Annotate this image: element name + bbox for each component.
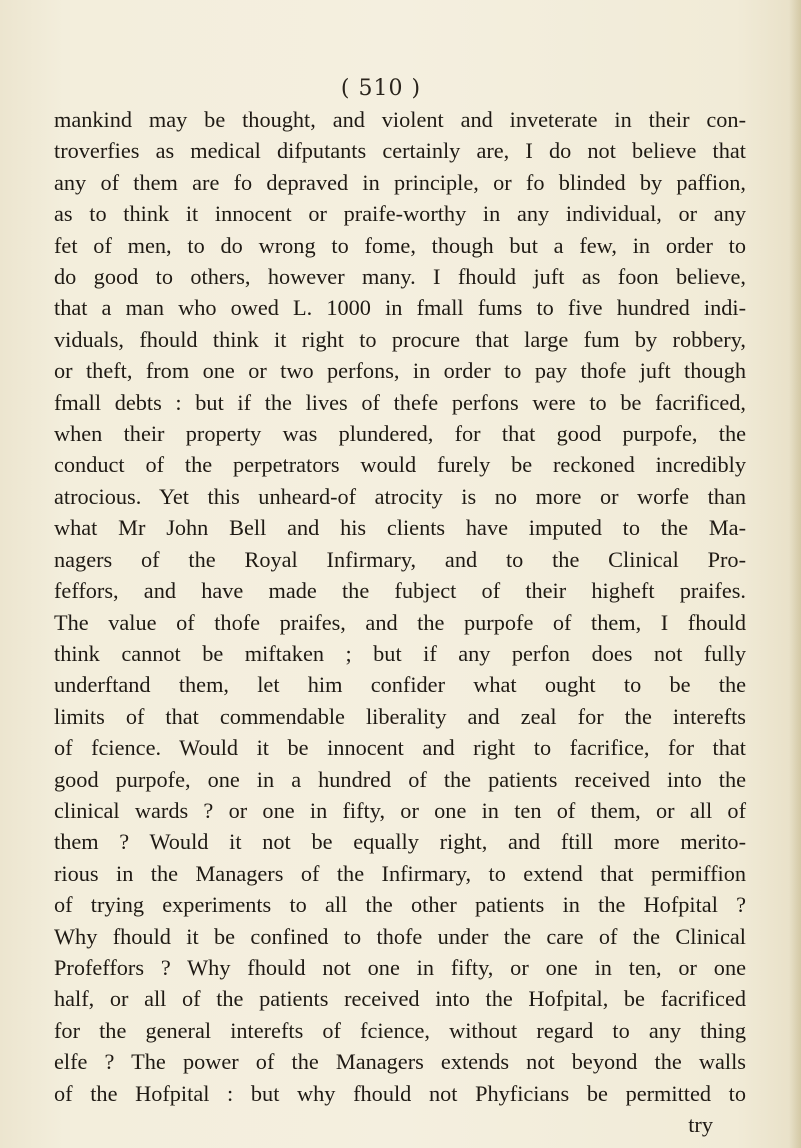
text-line-14: what Mr John Bell and his clients have imputed to the Ma-	[54, 515, 746, 541]
text-line-5: fet of men, to do wrong to fome, though but a few, in order to	[54, 232, 746, 258]
text-line-1: mankind may be thought, and violent and inveterate in their con-	[54, 107, 746, 132]
text-line-15: nagers of the Royal Infirmary, and to the Clinical Pro-	[54, 546, 746, 572]
text-line-10: fmall debts : but if the lives of thefe perfons were to be facrificed,	[54, 389, 746, 415]
text-line-29: half, or all of the patients received into the Hofpital, be facrificed	[54, 986, 746, 1012]
body-text	[54, 104, 746, 1140]
text-line-25: rious in the Managers of the Infirmary, to extend that permiffion	[54, 860, 746, 886]
text-line-21: of fcience. Would it be innocent and right to facrifice, for that	[54, 735, 746, 761]
text-line-22: good purpofe, one in a hundred of the patients received into the	[54, 766, 746, 792]
text-line-18: think cannot be miftaken ; but if any perfon does not fully	[54, 640, 746, 666]
text-line-13: atrocious. Yet this unheard-of atrocity is no more or worfe than	[54, 483, 746, 509]
text-line-11: when their property was plundered, for that good purpofe, the	[54, 421, 746, 447]
text-line-7: that a man who owed L. 1000 in fmall fums to five hundred indi-	[54, 295, 746, 321]
text-line-16: feffors, and have made the fubject of their higheft praifes.	[54, 578, 746, 604]
text-line-8: viduals, fhould think it right to procure that large fum by robbery,	[54, 326, 746, 352]
text-line-4: as to think it innocent or praife-worthy in any individual, or any	[54, 201, 746, 227]
text-line-32: of the Hofpital : but why fhould not Phyficians be permitted to	[54, 1080, 746, 1106]
page-edge-shadow	[789, 0, 801, 1148]
text-line-27: Why fhould it be confined to thofe under the care of the Clinical	[54, 923, 746, 949]
text-line-19: underftand them, let him confider what ought to be the	[54, 672, 746, 698]
page-number: ( 510 )	[340, 76, 422, 101]
text-line-26: of trying experiments to all the other patients in the Hofpital ?	[54, 892, 746, 918]
text-line-20: limits of that commendable liberality and zeal for the interefts	[54, 703, 746, 729]
text-line-31: elfe ? The power of the Managers extends not beyond the walls	[54, 1049, 746, 1075]
text-line-24: them ? Would it not be equally right, and ftill more merito-	[54, 829, 746, 855]
text-line-30: for the general interefts of fcience, without regard to any thing	[54, 1017, 746, 1043]
text-line-3: any of them are fo depraved in principle, or fo blinded by paffion,	[54, 169, 746, 195]
text-line-12: conduct of the perpetrators would furely be reckoned incredibly	[54, 452, 746, 478]
text-line-2: troverfies as medical difputants certainly are, I do not believe that	[54, 138, 746, 164]
text-line-23: clinical wards ? or one in fifty, or one in ten of them, or all of	[54, 797, 746, 823]
text-line-9: or theft, from one or two perfons, in order to pay thofe juft though	[54, 358, 746, 384]
text-line-6: do good to others, however many. I fhould juft as foon believe,	[54, 264, 746, 290]
catchword: try	[688, 1112, 713, 1137]
text-line-28: Profeffors ? Why fhould not one in fifty, or one in ten, or one	[54, 954, 746, 980]
text-line-17: The value of thofe praifes, and the purpofe of them, I fhould	[54, 609, 746, 635]
